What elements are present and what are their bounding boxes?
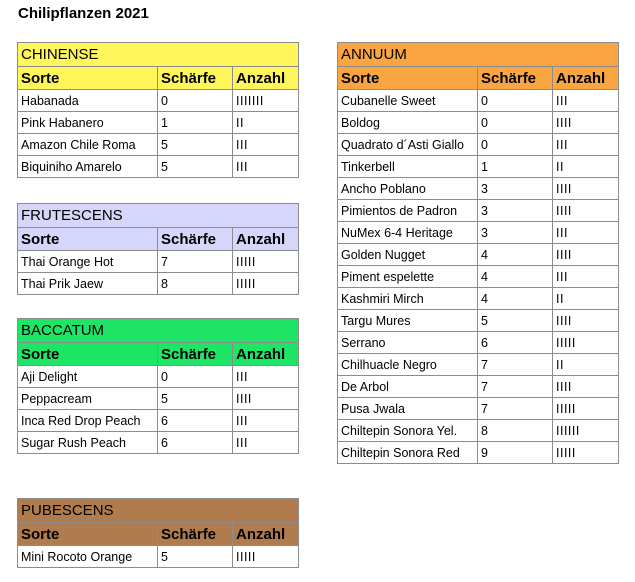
cell-schaerfe: 3 [478, 222, 553, 244]
column-header-sorte: Sorte [18, 343, 158, 366]
cell-schaerfe: 3 [478, 200, 553, 222]
cell-anzahl: II [553, 354, 619, 376]
cell-anzahl: IIIII [233, 546, 299, 568]
page-title: Chilipflanzen 2021 [18, 5, 149, 22]
table-row [18, 410, 299, 432]
table-row [338, 244, 619, 266]
cell-sorte: Boldog [338, 112, 478, 134]
cell-schaerfe: 0 [478, 134, 553, 156]
cell-sorte: Ancho Poblano [338, 178, 478, 200]
header-row [338, 67, 619, 90]
cell-anzahl: IIIII [553, 398, 619, 420]
table-row [338, 178, 619, 200]
cell-schaerfe: 9 [478, 442, 553, 464]
cell-sorte: Amazon Chile Roma [18, 134, 158, 156]
table-row [338, 442, 619, 464]
cell-anzahl: III [233, 432, 299, 454]
cell-schaerfe: 8 [158, 273, 233, 295]
column-header-schaerfe: Schärfe [158, 67, 233, 90]
header-row [18, 343, 299, 366]
table-row [338, 288, 619, 310]
cell-anzahl: IIIII [553, 442, 619, 464]
table-row [338, 420, 619, 442]
table-row [338, 398, 619, 420]
cell-sorte: Inca Red Drop Peach [18, 410, 158, 432]
cell-anzahl: IIII [553, 200, 619, 222]
cell-schaerfe: 6 [478, 332, 553, 354]
cell-anzahl: II [553, 288, 619, 310]
cell-anzahl: IIII [553, 376, 619, 398]
table-annuum [337, 42, 619, 464]
cell-anzahl: III [553, 222, 619, 244]
table-row [18, 366, 299, 388]
cell-anzahl: IIIII [553, 332, 619, 354]
column-header-sorte: Sorte [18, 67, 158, 90]
cell-sorte: Biquiniho Amarelo [18, 156, 158, 178]
cell-schaerfe: 5 [158, 388, 233, 410]
header-row [18, 228, 299, 251]
cell-sorte: Pink Habanero [18, 112, 158, 134]
table-row [338, 266, 619, 288]
cell-anzahl: IIIIIII [233, 90, 299, 112]
table-row [18, 90, 299, 112]
table-row [338, 156, 619, 178]
cell-anzahl: III [233, 156, 299, 178]
column-header-anzahl: Anzahl [233, 228, 299, 251]
cell-sorte: Piment espelette [338, 266, 478, 288]
cell-sorte: Kashmiri Mirch [338, 288, 478, 310]
group-title-pubescens: PUBESCENS [18, 499, 299, 523]
cell-sorte: Golden Nugget [338, 244, 478, 266]
cell-sorte: Tinkerbell [338, 156, 478, 178]
header-row [18, 67, 299, 90]
table-row [18, 251, 299, 273]
cell-sorte: Peppacream [18, 388, 158, 410]
cell-anzahl: III [553, 90, 619, 112]
cell-sorte: Aji Delight [18, 366, 158, 388]
cell-sorte: Cubanelle Sweet [338, 90, 478, 112]
group-title-annuum: ANNUUM [338, 43, 619, 67]
column-header-schaerfe: Schärfe [158, 343, 233, 366]
cell-anzahl: IIII [553, 178, 619, 200]
column-header-anzahl: Anzahl [553, 67, 619, 90]
table-row [338, 200, 619, 222]
cell-schaerfe: 1 [158, 112, 233, 134]
table-chinense [17, 42, 299, 178]
table-row [18, 156, 299, 178]
cell-sorte: Chiltepin Sonora Red [338, 442, 478, 464]
cell-anzahl: IIIIII [553, 420, 619, 442]
cell-anzahl: IIII [553, 112, 619, 134]
cell-schaerfe: 8 [478, 420, 553, 442]
table-row [338, 112, 619, 134]
cell-schaerfe: 7 [158, 251, 233, 273]
column-header-schaerfe: Schärfe [478, 67, 553, 90]
column-header-anzahl: Anzahl [233, 343, 299, 366]
table-row [338, 332, 619, 354]
cell-sorte: Chiltepin Sonora Yel. [338, 420, 478, 442]
cell-schaerfe: 5 [478, 310, 553, 332]
cell-sorte: Sugar Rush Peach [18, 432, 158, 454]
cell-anzahl: IIII [553, 310, 619, 332]
table-row [338, 354, 619, 376]
group-title-frutescens: FRUTESCENS [18, 204, 299, 228]
column-header-anzahl: Anzahl [233, 523, 299, 546]
column-header-sorte: Sorte [18, 228, 158, 251]
cell-schaerfe: 3 [478, 178, 553, 200]
cell-anzahl: III [553, 266, 619, 288]
cell-sorte: Habanada [18, 90, 158, 112]
cell-schaerfe: 0 [478, 112, 553, 134]
cell-schaerfe: 4 [478, 244, 553, 266]
column-header-anzahl: Anzahl [233, 67, 299, 90]
cell-schaerfe: 0 [158, 366, 233, 388]
table-row [18, 112, 299, 134]
column-header-schaerfe: Schärfe [158, 228, 233, 251]
column-header-schaerfe: Schärfe [158, 523, 233, 546]
cell-schaerfe: 0 [158, 90, 233, 112]
group-title-chinense: CHINENSE [18, 43, 299, 67]
table-row [338, 134, 619, 156]
cell-sorte: Pimientos de Padron [338, 200, 478, 222]
table-row [18, 546, 299, 568]
group-title-baccatum: BACCATUM [18, 319, 299, 343]
table-row [338, 222, 619, 244]
cell-schaerfe: 7 [478, 398, 553, 420]
cell-anzahl: IIIII [233, 273, 299, 295]
cell-anzahl: IIIII [233, 251, 299, 273]
cell-schaerfe: 5 [158, 134, 233, 156]
cell-schaerfe: 5 [158, 156, 233, 178]
column-header-sorte: Sorte [338, 67, 478, 90]
table-row [338, 90, 619, 112]
cell-anzahl: III [233, 134, 299, 156]
cell-schaerfe: 6 [158, 410, 233, 432]
cell-sorte: Chilhuacle Negro [338, 354, 478, 376]
cell-sorte: Targu Mures [338, 310, 478, 332]
table-pubescens [17, 498, 299, 568]
cell-anzahl: III [233, 366, 299, 388]
cell-schaerfe: 4 [478, 288, 553, 310]
cell-schaerfe: 1 [478, 156, 553, 178]
cell-anzahl: IIII [233, 388, 299, 410]
header-row [18, 523, 299, 546]
cell-schaerfe: 6 [158, 432, 233, 454]
cell-anzahl: III [553, 134, 619, 156]
cell-schaerfe: 7 [478, 354, 553, 376]
cell-anzahl: II [553, 156, 619, 178]
cell-sorte: Thai Orange Hot [18, 251, 158, 273]
cell-sorte: Serrano [338, 332, 478, 354]
cell-anzahl: III [233, 410, 299, 432]
cell-sorte: NuMex 6-4 Heritage [338, 222, 478, 244]
table-frutescens [17, 203, 299, 295]
cell-schaerfe: 4 [478, 266, 553, 288]
table-baccatum [17, 318, 299, 454]
cell-sorte: Pusa Jwala [338, 398, 478, 420]
table-row [338, 376, 619, 398]
cell-sorte: Mini Rocoto Orange [18, 546, 158, 568]
column-header-sorte: Sorte [18, 523, 158, 546]
table-row [18, 273, 299, 295]
cell-schaerfe: 0 [478, 90, 553, 112]
table-row [18, 134, 299, 156]
cell-schaerfe: 5 [158, 546, 233, 568]
cell-sorte: Quadrato d´Asti Giallo [338, 134, 478, 156]
table-row [18, 388, 299, 410]
cell-anzahl: II [233, 112, 299, 134]
cell-anzahl: IIII [553, 244, 619, 266]
cell-sorte: Thai Prik Jaew [18, 273, 158, 295]
table-row [338, 310, 619, 332]
table-row [18, 432, 299, 454]
cell-sorte: De Arbol [338, 376, 478, 398]
cell-schaerfe: 7 [478, 376, 553, 398]
